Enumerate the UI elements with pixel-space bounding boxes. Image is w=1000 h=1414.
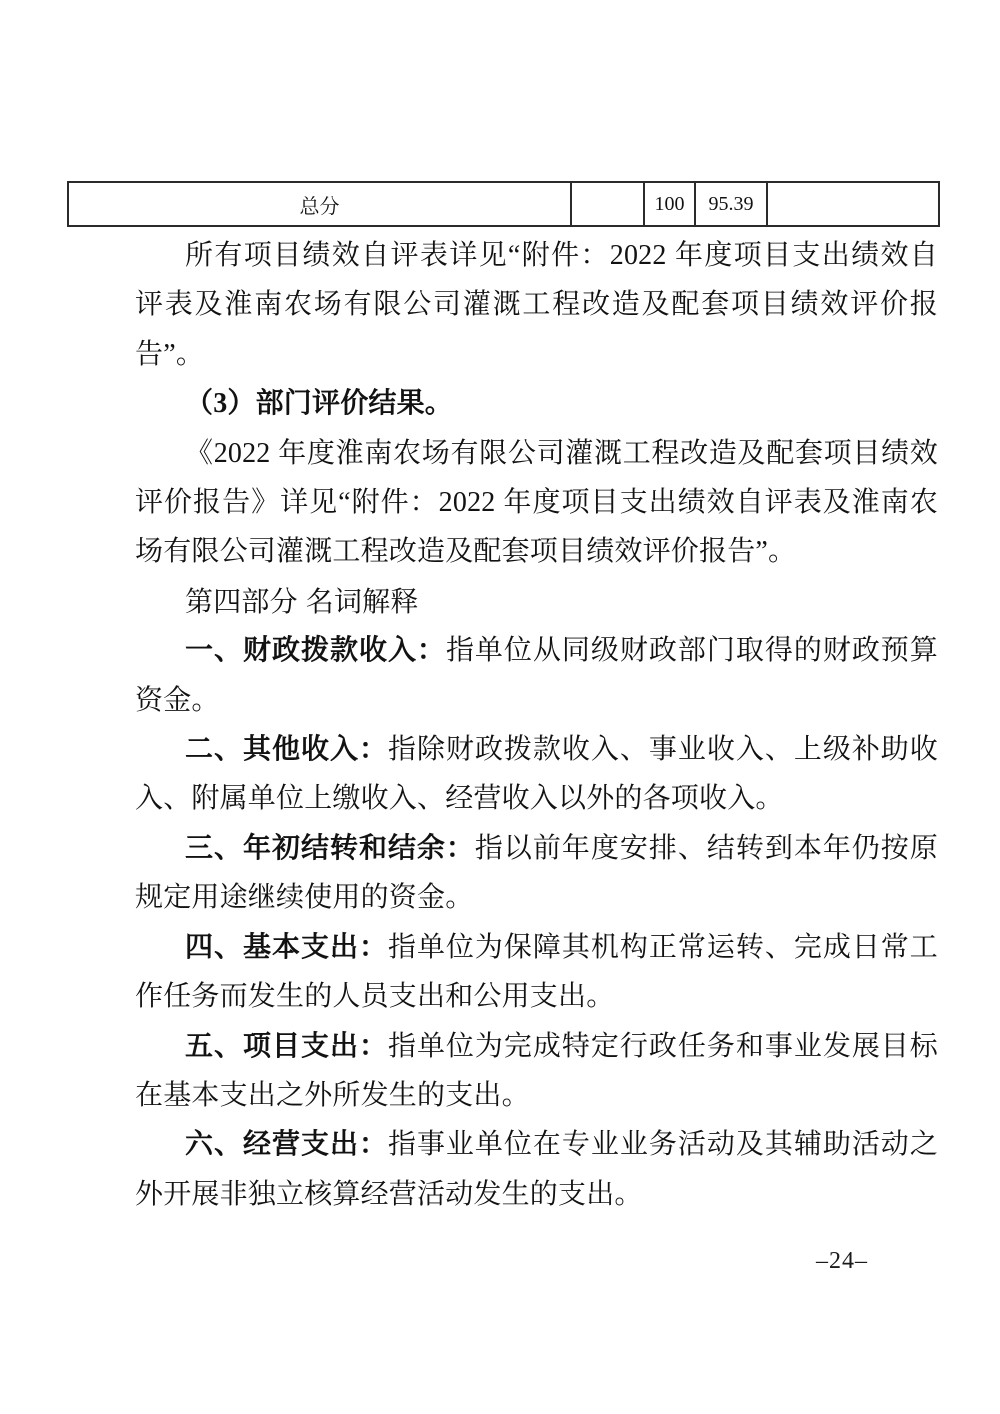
- term-body: 指单位从同级财政部门取得的财政预算资金。: [135, 635, 938, 716]
- term-body: 指事业单位在专业业务活动及其辅助活动之外开展非独立核算经营活动发生的支出。: [135, 1129, 938, 1210]
- term-paragraph-project-expenditure: [135, 1022, 938, 1121]
- heading-part4-glossary: 第四部分 名词解释: [185, 585, 419, 617]
- paragraph-self-eval-attachment: 所有项目绩效自评表详见“附件：2022 年度项目支出绩效自评表及淮南农场有限公司灌溉工程改造及配套项目绩效评价报告”。: [135, 240, 938, 370]
- heading-dept-eval-result: （3）部门评价结果。: [185, 388, 454, 420]
- table-cell-total-label: 总分: [68, 182, 571, 226]
- score-table-row: [68, 182, 939, 226]
- term-paragraph-operating-expenditure: [135, 1120, 938, 1219]
- term-lead: 六、经营支出：: [185, 1129, 388, 1161]
- table-cell-max-score: 100: [644, 182, 695, 226]
- table-cell-empty-2: [767, 182, 939, 226]
- term-lead: 一、财政拨款收入：: [185, 635, 446, 667]
- term-body: 指除财政拨款收入、事业收入、上级补助收入、附属单位上缴收入、经营收入以外的各项收入。: [135, 734, 938, 815]
- paragraph-dept-eval-report: 《2022 年度淮南农场有限公司灌溉工程改造及配套项目绩效评价报告》详见“附件：2022 年度项目支出绩效自评表及淮南农场有限公司灌溉工程改造及配套项目绩效评价报告”。: [135, 437, 938, 568]
- term-paragraph-carryover: [135, 824, 938, 923]
- term-lead: 二、其他收入：: [185, 734, 388, 766]
- term-body: 指单位为完成特定行政任务和事业发展目标在基本支出之外所发生的支出。: [135, 1030, 938, 1111]
- page-number: –24–: [816, 1248, 868, 1274]
- term-paragraph-basic-expenditure: [135, 923, 938, 1022]
- term-body: 指单位为保障其机构正常运转、完成日常工作任务而发生的人员支出和公用支出。: [135, 931, 938, 1013]
- table-cell-empty-1: [571, 182, 644, 226]
- term-paragraph-fiscal-appropriation: [135, 626, 938, 725]
- term-lead: 四、基本支出：: [185, 931, 388, 963]
- term-lead: 三、年初结转和结余：: [185, 832, 475, 864]
- term-body: 指以前年度安排、结转到本年仍按原规定用途继续使用的资金。: [135, 832, 938, 914]
- document-body: [135, 231, 938, 1219]
- score-table: [67, 181, 940, 227]
- term-lead: 五、项目支出：: [185, 1030, 388, 1062]
- term-paragraph-other-income: [135, 725, 938, 824]
- table-cell-actual-score: 95.39: [695, 182, 767, 226]
